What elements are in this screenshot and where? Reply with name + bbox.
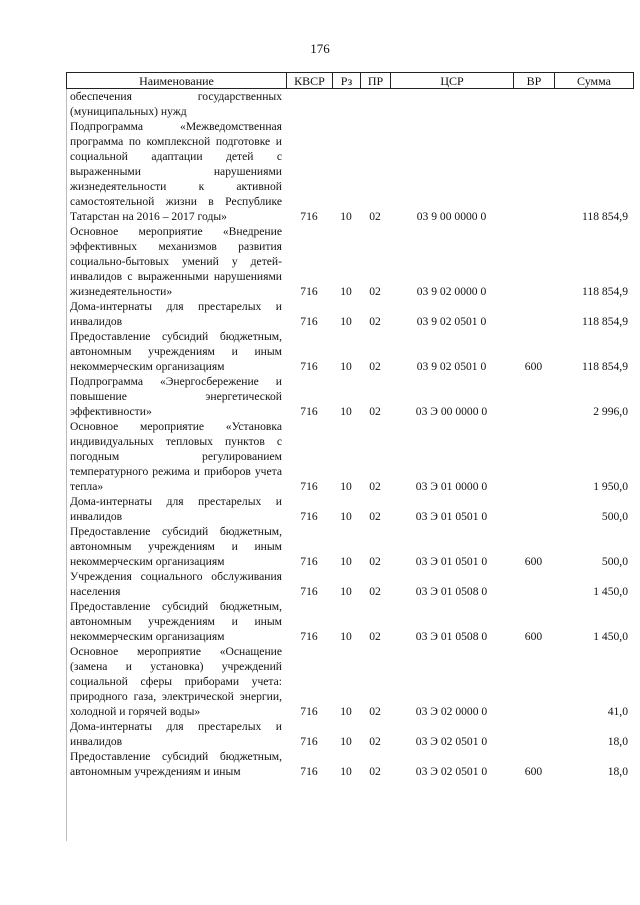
cell-rz: 10 <box>340 315 352 328</box>
cell-rz: 10 <box>340 705 352 718</box>
cell-sum: 118 854,9 <box>582 285 628 298</box>
table-row <box>66 329 634 374</box>
cell-vr: 600 <box>524 555 543 568</box>
cell-sum: 118 854,9 <box>582 315 628 328</box>
table-row <box>66 89 634 119</box>
cell-rz: 10 <box>340 360 352 373</box>
cell-rz: 10 <box>340 555 352 568</box>
cell-csr: 03 Э 00 0000 0 <box>415 405 488 418</box>
cell-name: Основное мероприятие «Оснащение (замена и установка) учреждений социальной сферы приборами учета: природного газа, электрической энергии, холодной и горячей воды» <box>70 645 282 718</box>
cell-csr: 03 Э 01 0508 0 <box>415 585 488 598</box>
cell-rz: 10 <box>340 735 352 748</box>
cell-rz: 10 <box>340 585 352 598</box>
header-rz: Рз <box>333 73 361 88</box>
cell-name: Подпрограмма «Энергосбережение и повышение энергетической эффективности» <box>70 375 282 418</box>
cell-kvsr: 716 <box>300 480 318 493</box>
header-vr: ВР <box>514 73 555 88</box>
cell-name: Дома-интернаты для престарелых и инвалидов <box>70 300 282 328</box>
cell-kvsr: 716 <box>300 585 318 598</box>
cell-pr: 02 <box>369 735 381 748</box>
cell-rz: 10 <box>340 630 352 643</box>
cell-rz: 10 <box>340 285 352 298</box>
cell-rz: 10 <box>340 480 352 493</box>
cell-pr: 02 <box>369 405 381 418</box>
cell-kvsr: 716 <box>300 705 318 718</box>
cell-pr: 02 <box>369 285 381 298</box>
cell-kvsr: 716 <box>300 210 318 223</box>
table-row <box>66 749 634 779</box>
cell-name: обеспечения государственных (муниципальных) нужд <box>70 90 282 118</box>
cell-csr: 03 Э 02 0501 0 <box>415 765 488 778</box>
cell-pr: 02 <box>369 480 381 493</box>
table-row <box>66 374 634 419</box>
cell-sum: 1 450,0 <box>593 630 628 643</box>
cell-name: Предоставление субсидий бюджетным, автономным учреждениям и иным некоммерческим организациям <box>70 330 282 373</box>
cell-pr: 02 <box>369 630 381 643</box>
cell-kvsr: 716 <box>300 735 318 748</box>
cell-csr: 03 Э 02 0000 0 <box>415 705 488 718</box>
cell-kvsr: 716 <box>300 630 318 643</box>
header-sum: Сумма <box>577 74 611 88</box>
table-row <box>66 299 634 329</box>
header-csr: ЦСР <box>391 73 514 88</box>
cell-sum: 18,0 <box>607 765 628 778</box>
cell-pr: 02 <box>369 210 381 223</box>
cell-pr: 02 <box>369 765 381 778</box>
table-row <box>66 569 634 599</box>
cell-csr: 03 Э 02 0501 0 <box>415 735 488 748</box>
page-number: 176 <box>310 41 330 56</box>
cell-name: Основное мероприятие «Установка индивидуальных тепловых пунктов с погодным регулированием температурного режима и приборов учета тепла» <box>70 420 282 493</box>
cell-name: Дома-интернаты для престарелых и инвалидов <box>70 720 282 748</box>
table-header <box>66 72 634 89</box>
table-row <box>66 644 634 719</box>
cell-kvsr: 716 <box>300 285 318 298</box>
cell-rz: 10 <box>340 210 352 223</box>
cell-pr: 02 <box>369 705 381 718</box>
header-pr: ПР <box>361 73 391 88</box>
table-row <box>66 119 634 224</box>
cell-sum: 500,0 <box>601 510 628 523</box>
cell-rz: 10 <box>340 510 352 523</box>
cell-rz: 10 <box>340 765 352 778</box>
cell-csr: 03 9 02 0501 0 <box>416 315 487 328</box>
cell-csr: 03 Э 01 0501 0 <box>415 510 488 523</box>
cell-sum: 118 854,9 <box>582 360 628 373</box>
cell-vr: 600 <box>524 765 543 778</box>
cell-kvsr: 716 <box>300 315 318 328</box>
cell-name: Предоставление субсидий бюджетным, автономным учреждениям и иным <box>70 750 282 778</box>
cell-csr: 03 9 00 0000 0 <box>416 210 487 223</box>
cell-sum: 2 996,0 <box>593 405 628 418</box>
cell-csr: 03 Э 01 0000 0 <box>415 480 488 493</box>
cell-sum: 1 950,0 <box>593 480 628 493</box>
table-row <box>66 224 634 299</box>
cell-name: Учреждения социального обслуживания населения <box>70 570 282 598</box>
cell-name: Предоставление субсидий бюджетным, автономным учреждениям и иным некоммерческим организациям <box>70 525 282 568</box>
cell-kvsr: 716 <box>300 510 318 523</box>
cell-sum: 41,0 <box>607 705 628 718</box>
header-name: Наименование <box>67 73 287 88</box>
cell-kvsr: 716 <box>300 555 318 568</box>
table-row <box>66 599 634 644</box>
cell-sum: 118 854,9 <box>582 210 628 223</box>
cell-csr: 03 9 02 0501 0 <box>416 360 487 373</box>
cell-sum: 1 450,0 <box>593 585 628 598</box>
table-body <box>66 89 634 779</box>
cell-pr: 02 <box>369 510 381 523</box>
cell-pr: 02 <box>369 555 381 568</box>
cell-rz: 10 <box>340 405 352 418</box>
table-row <box>66 494 634 524</box>
cell-sum: 18,0 <box>607 735 628 748</box>
header-kvsr: КВСР <box>287 73 333 88</box>
cell-name: Основное мероприятие «Внедрение эффективных механизмов развития социально-бытовых умений у детей-инвалидов с выраженными нарушениями жизнедеятельности» <box>70 225 282 298</box>
table-row <box>66 524 634 569</box>
cell-sum: 500,0 <box>601 555 628 568</box>
cell-csr: 03 Э 01 0501 0 <box>415 555 488 568</box>
cell-vr: 600 <box>524 360 543 373</box>
cell-kvsr: 716 <box>300 360 318 373</box>
cell-pr: 02 <box>369 360 381 373</box>
cell-kvsr: 716 <box>300 765 318 778</box>
table-row <box>66 719 634 749</box>
budget-table <box>66 72 634 779</box>
cell-name: Подпрограмма «Межведомственная программа по комплексной подготовке и социальной адаптации детей с выраженными нарушениями жизнедеятельности к активной самостоятельной жизни в Республике Татарстан на 2016 – 2017 годы» <box>70 120 282 223</box>
cell-vr: 600 <box>524 630 543 643</box>
cell-pr: 02 <box>369 315 381 328</box>
cell-kvsr: 716 <box>300 405 318 418</box>
table-row <box>66 419 634 494</box>
cell-csr: 03 Э 01 0508 0 <box>415 630 488 643</box>
cell-name: Дома-интернаты для престарелых и инвалидов <box>70 495 282 523</box>
cell-name: Предоставление субсидий бюджетным, автономным учреждениям и иным некоммерческим организациям <box>70 600 282 643</box>
cell-csr: 03 9 02 0000 0 <box>416 285 487 298</box>
cell-pr: 02 <box>369 585 381 598</box>
